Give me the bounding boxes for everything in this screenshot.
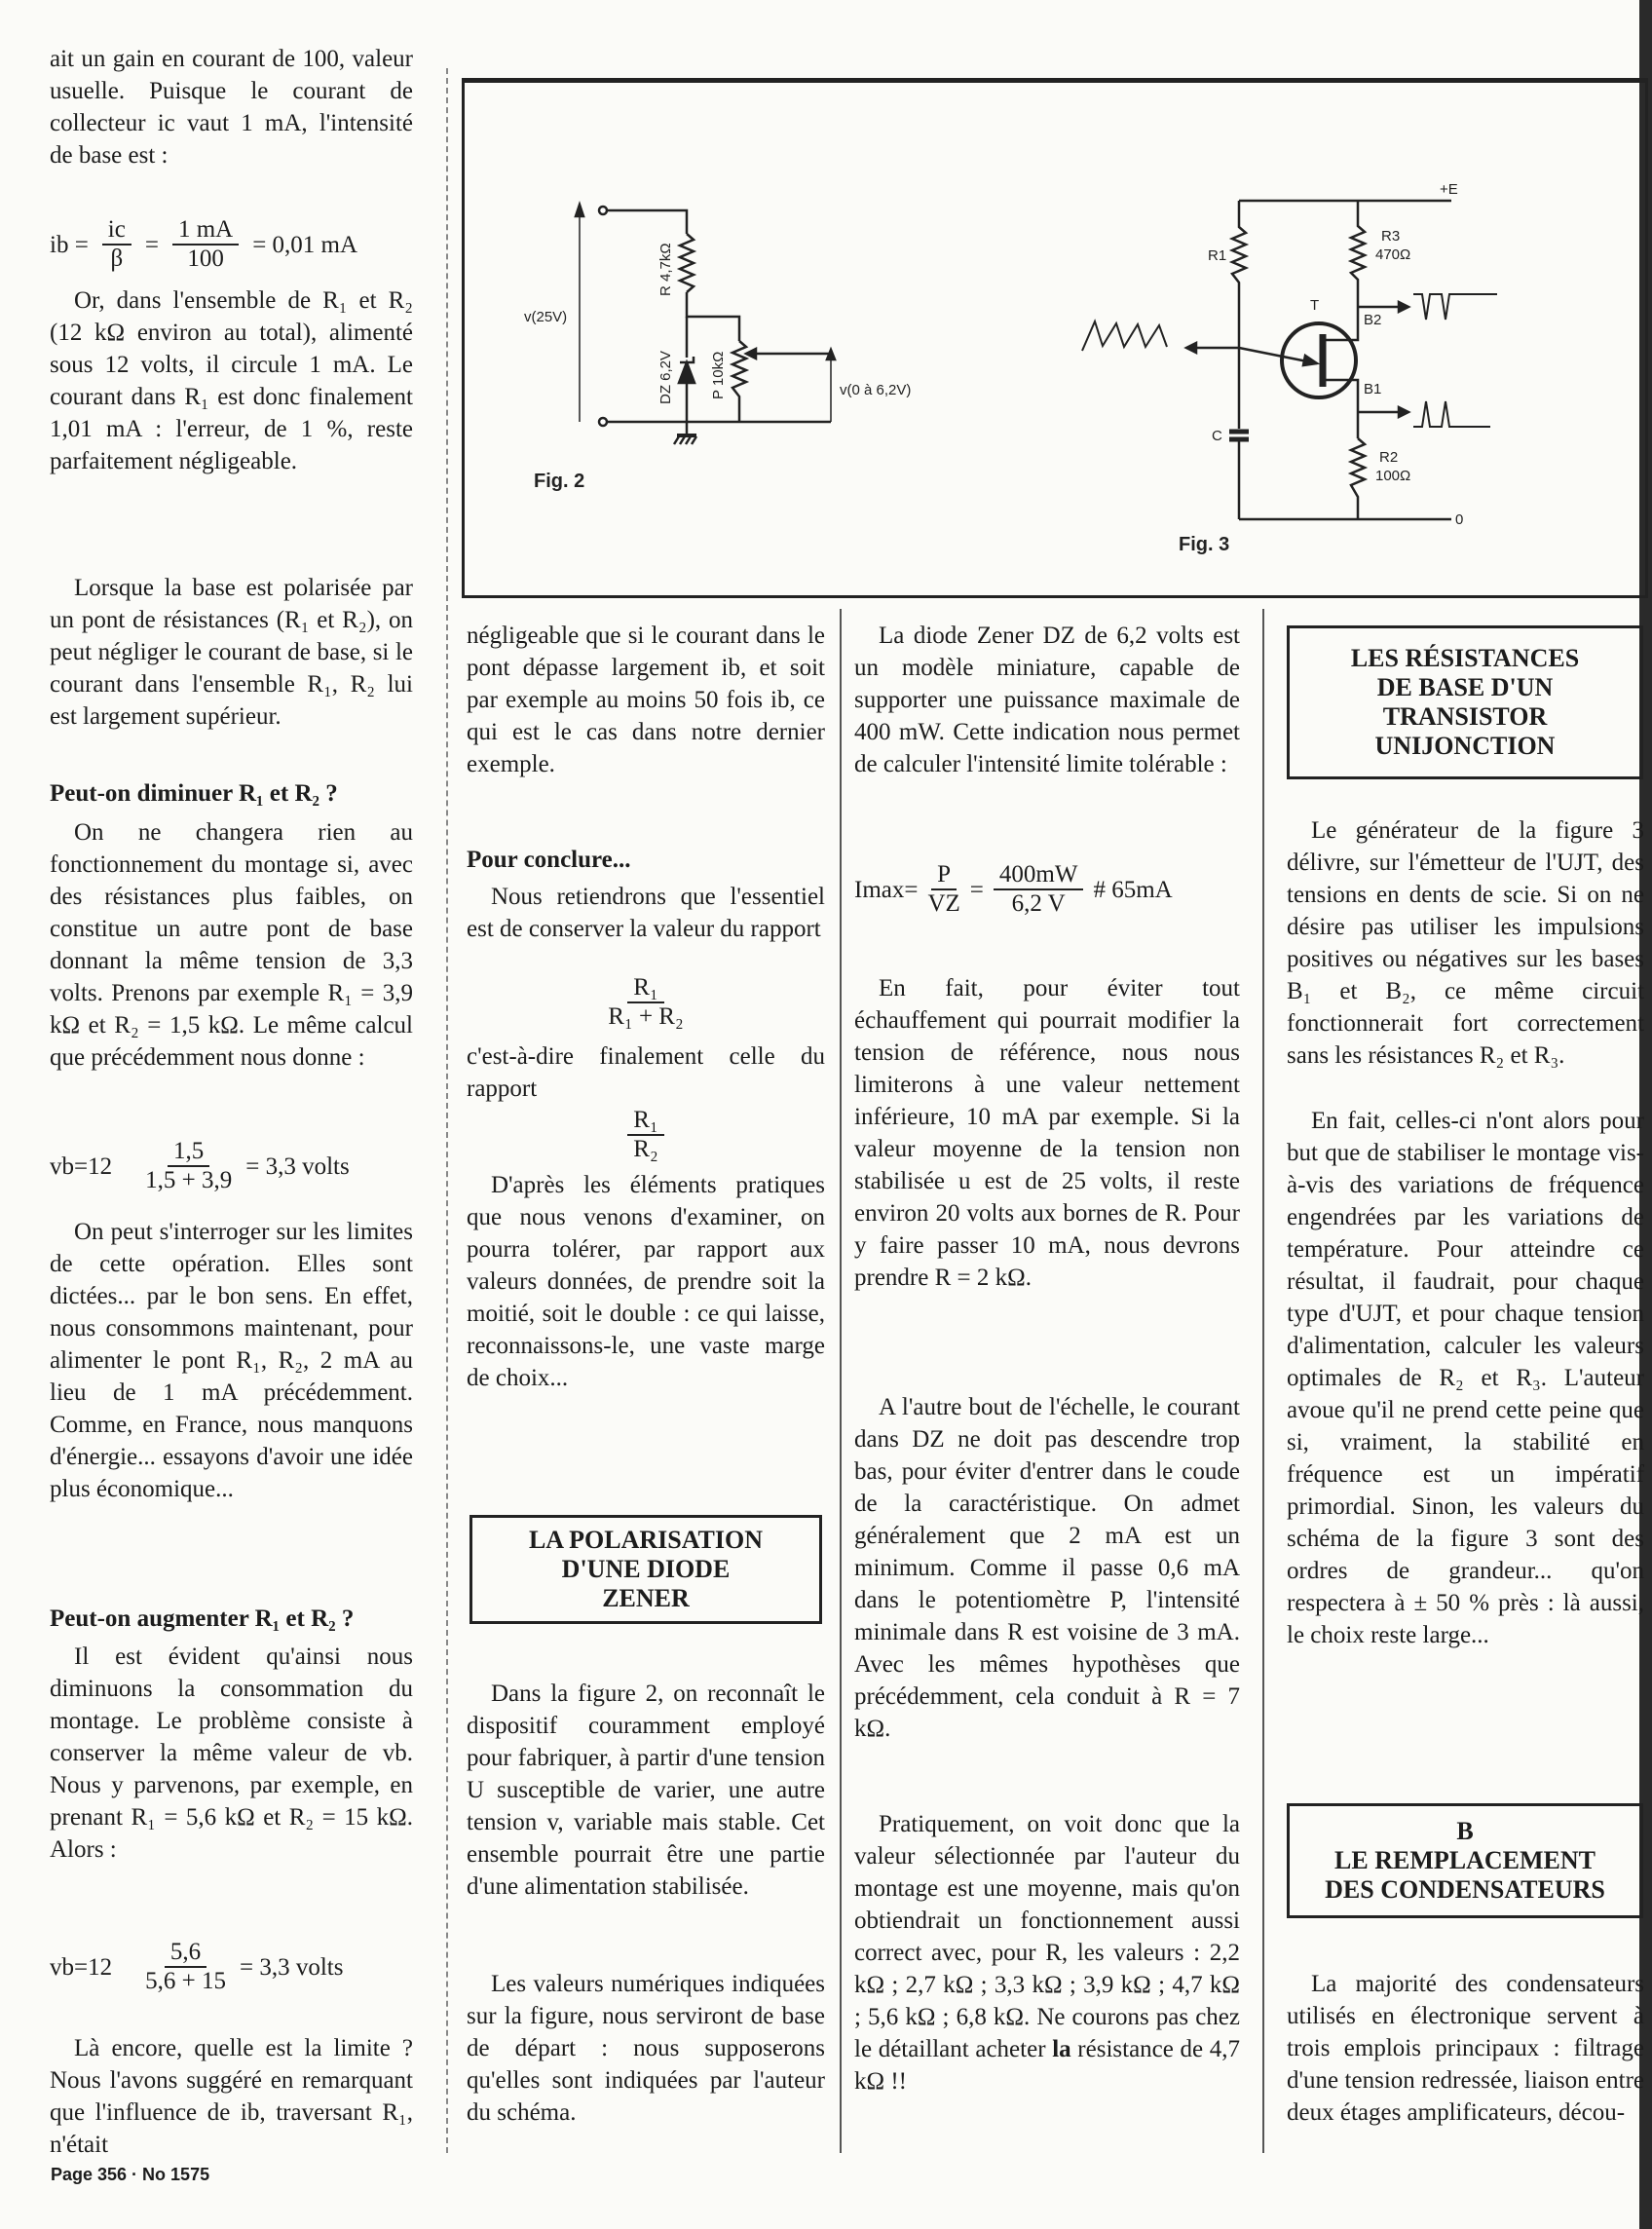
column-4 <box>1287 0 1652 2153</box>
label-b1: B1 <box>1364 381 1382 397</box>
fraction <box>627 1107 663 1163</box>
section-box-capacitors <box>1287 1803 1643 1918</box>
formula-rhs: = 3,3 volts <box>239 1953 344 1981</box>
label-r3: R3 <box>1381 228 1401 245</box>
paragraph: On peut s'interroger sur les limites de cette opération. Elles sont dictées... par le bon sens. En effet, nous consommons maintenant, pour alimenter le pont R₁, R₂, 2 mA au lieu de 1 mA précédemment. Comme, en France, nous manquons d'énergie... essayons d'avoir une idée plus économique... <box>50 1219 413 1502</box>
text-run: résistance de 4,7 kΩ !! <box>854 2036 1241 2095</box>
paragraph: A l'autre bout de l'échelle, le courant dans DZ ne doit pas descendre trop bas, pour éviter d'entrer dans le coude de la caractéristique. On admet généralement que 2 mA est un minimum. Comme il passe 0,6 mA dans le potentiomètre P, l'intensité minimale dans R est voisine de 3 mA. Avec les mêmes hypothèses que précédemment, cela conduit à R = 7 kΩ. <box>854 1394 1240 1742</box>
numerator: 400mW <box>994 861 1084 890</box>
box-line: ZENER <box>602 1584 690 1612</box>
label-c: C <box>1212 428 1222 444</box>
label-ground: 0 <box>1455 511 1464 528</box>
paragraph: En fait, celles-ci n'ont alors pour but que de stabiliser le montage vis-à-vis des variations de fréquence engendrées par les variations de température. Pour atteindre ce résultat, il faudrait, pour chaque type d'UJT, et pour chaque tension d'alimentation, calculer les valeurs optimales de R₂ et R₃. L'auteur avoue qu'il ne prend cette peine que si, vraiment, la stabilité en fréquence est un impératif primordial. Sinon, les valeurs du schéma de la figure 3 sont des ordres de grandeur... qu'on respectera à ± 50 % près : là aussi, le choix reste large... <box>1287 1108 1644 1648</box>
section-heading: Peut-on diminuer R₁ et R₂ ? <box>50 780 338 807</box>
text-run: Pratiquement, on voit donc que la valeur sélectionnée par l'auteur du montage est une moyenne, mais qu'on obtiendrait un fonctionnement aussi correct avec, pour R, les valeurs : 2,2 kΩ ; 2,7 kΩ ; 3,3 kΩ ; 3,9 kΩ ; 4,7 kΩ ; 5,6 kΩ ; 6,8 kΩ. Ne courons pas chez le détaillant acheter <box>854 1811 1240 2062</box>
label-p: P 10kΩ <box>710 351 727 399</box>
numerator: 1 mA <box>172 216 239 246</box>
column-rule <box>840 609 842 2153</box>
label-r: R 4,7kΩ <box>657 243 674 296</box>
denominator: 1,5 + 3,9 <box>145 1167 233 1193</box>
numerator: R₁ <box>627 1107 663 1136</box>
denominator: β <box>110 246 124 272</box>
formula-lhs: vb=12 <box>50 1953 113 1981</box>
denominator: R₂ <box>633 1136 658 1162</box>
paragraph: Il est évident qu'ainsi nous diminuons la consommation du montage. Le problème consiste à conserver la même valeur de vb. Nous y parvenons, par exemple, en prenant R₁ = 5,6 kΩ et R₂ = 15 kΩ. Alors : <box>50 1643 413 1863</box>
fraction <box>145 1138 232 1194</box>
box-line: TRANSISTOR <box>1382 702 1548 731</box>
formula-imax <box>854 861 1240 918</box>
equals: = <box>144 231 159 258</box>
paragraph: Or, dans l'ensemble de R₁ et R₂ (12 kΩ environ au total), alimenté sous 12 volts, il circule 1 mA. Le courant dans R₁ est donc finalement 1,01 mA : l'erreur, de 1 %, reste parfaitement négligeable. <box>50 287 413 474</box>
box-line: LE REMPLACEMENT <box>1334 1846 1596 1874</box>
formula-rhs: # 65mA <box>1093 876 1173 903</box>
box-line: D'UNE DIODE <box>561 1555 731 1583</box>
section-box-zener <box>469 1515 822 1624</box>
numerator: 5,6 <box>165 1939 206 1968</box>
formula-lhs: vb=12 <box>50 1152 113 1180</box>
paragraph: ait un gain en courant de 100, valeur usuelle. Puisque le courant de collecteur ic vaut 1 mA, l'intensité de base est : <box>50 46 413 169</box>
box-line: DES CONDENSATEURS <box>1325 1875 1605 1904</box>
denominator: 100 <box>187 246 224 272</box>
ratio-fraction <box>467 1107 825 1163</box>
numerator: 1,5 <box>168 1138 209 1167</box>
denominator: VZ <box>927 890 960 917</box>
paragraph: Nous retiendrons que l'essentiel est de conserver la valeur du rapport <box>467 884 825 942</box>
paragraph: La majorité des condensateurs utilisés en électronique servent à trois emplois principaux : filtrage d'une tension redressée, liaison entre deux étages amplificateurs, décou- <box>1287 1971 1644 2126</box>
section-box-ujt <box>1287 625 1643 779</box>
paragraph: négligeable que si le courant dans le pont dépasse largement ib, et soit par exemple au moins 50 fois ib, ce qui est le cas dans notre dernier exemple. <box>467 623 825 777</box>
box-line: LES RÉSISTANCES <box>1350 644 1580 672</box>
numerator: P <box>931 861 957 890</box>
formula-rhs: = 0,01 mA <box>252 231 358 258</box>
label-r2: R2 <box>1379 449 1399 466</box>
paragraph: Là encore, quelle est la limite ? Nous l'avons suggéré en remarquant que l'influence de ib, traversant R₁, n'était <box>50 2035 413 2158</box>
label-r3-value: 470Ω <box>1375 246 1411 263</box>
denominator: R₁ + R₂ <box>608 1003 684 1030</box>
box-line: B <box>1456 1817 1474 1845</box>
paragraph: En fait, pour éviter tout échauffement qui pourrait modifier la tension de référence, nous nous limiterons à une valeur nettement inférieure, 10 mA par exemple. Si la valeur moyenne de la tension non stabilisée u est de 25 volts, il reste environ 20 volts aux bornes de R. Pour y faire passer 10 mA, nous devrons prendre R = 2 kΩ. <box>854 975 1240 1291</box>
numerator: ic <box>102 216 131 246</box>
formula-rhs: = 3,3 volts <box>245 1152 350 1180</box>
box-line: LA POLARISATION <box>528 1526 764 1554</box>
paragraph: Les valeurs numériques indiquées sur la figure, nous serviront de base de départ : nous supposerons qu'elles sont indiquées par l'auteur du schéma. <box>467 1971 825 2126</box>
paragraph: La diode Zener DZ de 6,2 volts est un modèle miniature, capable de supporter une puissance maximale de 400 mW. Cette indication nous permet de calculer l'intensité limite tolérable : <box>854 623 1240 777</box>
label-v-in: v(25V) <box>524 309 568 325</box>
paragraph: Le générateur de la figure 3 délivre, sur l'émetteur de l'UJT, des tensions en dents de scie. Si on ne désire pas utiliser les impulsions positives ou négatives sur les bases B₁ et B₂, ce même circuit fonctionnerait fort correctement sans les résistances R₂ et R₃. <box>1287 817 1644 1069</box>
section-heading: Peut-on augmenter R₁ et R₂ ? <box>50 1606 355 1632</box>
fraction <box>608 974 683 1031</box>
label-supply: +E <box>1440 181 1458 198</box>
formula-vb <box>50 1138 413 1194</box>
denominator: 5,6 + 15 <box>145 1968 226 1994</box>
label-r1: R1 <box>1208 247 1227 264</box>
section-heading: Pour conclure... <box>467 847 631 873</box>
paragraph: c'est-à-dire finalement celle du rapport <box>467 1043 825 1102</box>
paragraph: On ne changera rien au fonctionnement du montage si, avec des résistances plus faibles, on constitue un autre pont de base donnant la même tension de 3,3 volts. Prenons par exemple R₁ = 3,9 kΩ et R₂ = 1,5 kΩ. Le même calcul que précédemment nous donne : <box>50 819 413 1071</box>
paragraph: Dans la figure 2, on reconnaît le dispositif couramment employé pour fabriquer, à partir d'une tension U susceptible de varier, une autre tension v, variable mais stable. Cet ensemble pourrait être une partie d'une alimentation stabilisée. <box>467 1681 825 1900</box>
equals: = <box>969 876 984 903</box>
label-v-out: v(0 à 6,2V) <box>840 382 912 398</box>
fraction <box>927 861 959 918</box>
bold-text: la <box>1052 2036 1071 2062</box>
formula-lhs: Imax= <box>854 876 919 903</box>
column-2 <box>467 0 825 2153</box>
figure-2-caption: Fig. 2 <box>534 471 585 492</box>
box-line: DE BASE D'UN <box>1376 673 1554 701</box>
numerator: R₁ <box>627 974 663 1003</box>
fraction <box>994 861 1084 918</box>
figure-3-caption: Fig. 3 <box>1179 534 1230 555</box>
label-t: T <box>1310 297 1320 314</box>
paragraph: D'après les éléments pratiques que nous venons d'examiner, on pourra tolérer, par rapport aux valeurs données, de prendre soit la moitié, soit le double : ce qui laisse, reconnaissons-le, une vaste marge de choix... <box>467 1172 825 1391</box>
fraction <box>145 1939 226 1995</box>
page-footer: Page 356 · No 1575 <box>51 2165 210 2184</box>
box-line: UNIJONCTION <box>1374 732 1556 760</box>
formula-vb <box>50 1939 413 1995</box>
paragraph: Lorsque la base est polarisée par un pont de résistances (R₁ et R₂), on peut négliger le courant de base, si le courant dans l'ensemble R₁, R₂ lui est largement supérieur. <box>50 575 413 730</box>
ratio-fraction <box>467 974 825 1031</box>
formula-lhs: ib = <box>50 231 89 258</box>
denominator: 6,2 V <box>1011 890 1066 917</box>
paragraph <box>854 1808 1240 2097</box>
label-b2: B2 <box>1364 312 1382 328</box>
label-dz: DZ 6,2V <box>657 350 674 404</box>
column-3 <box>854 0 1240 2153</box>
label-r2-value: 100Ω <box>1375 468 1411 484</box>
column-rule <box>1262 609 1264 2153</box>
